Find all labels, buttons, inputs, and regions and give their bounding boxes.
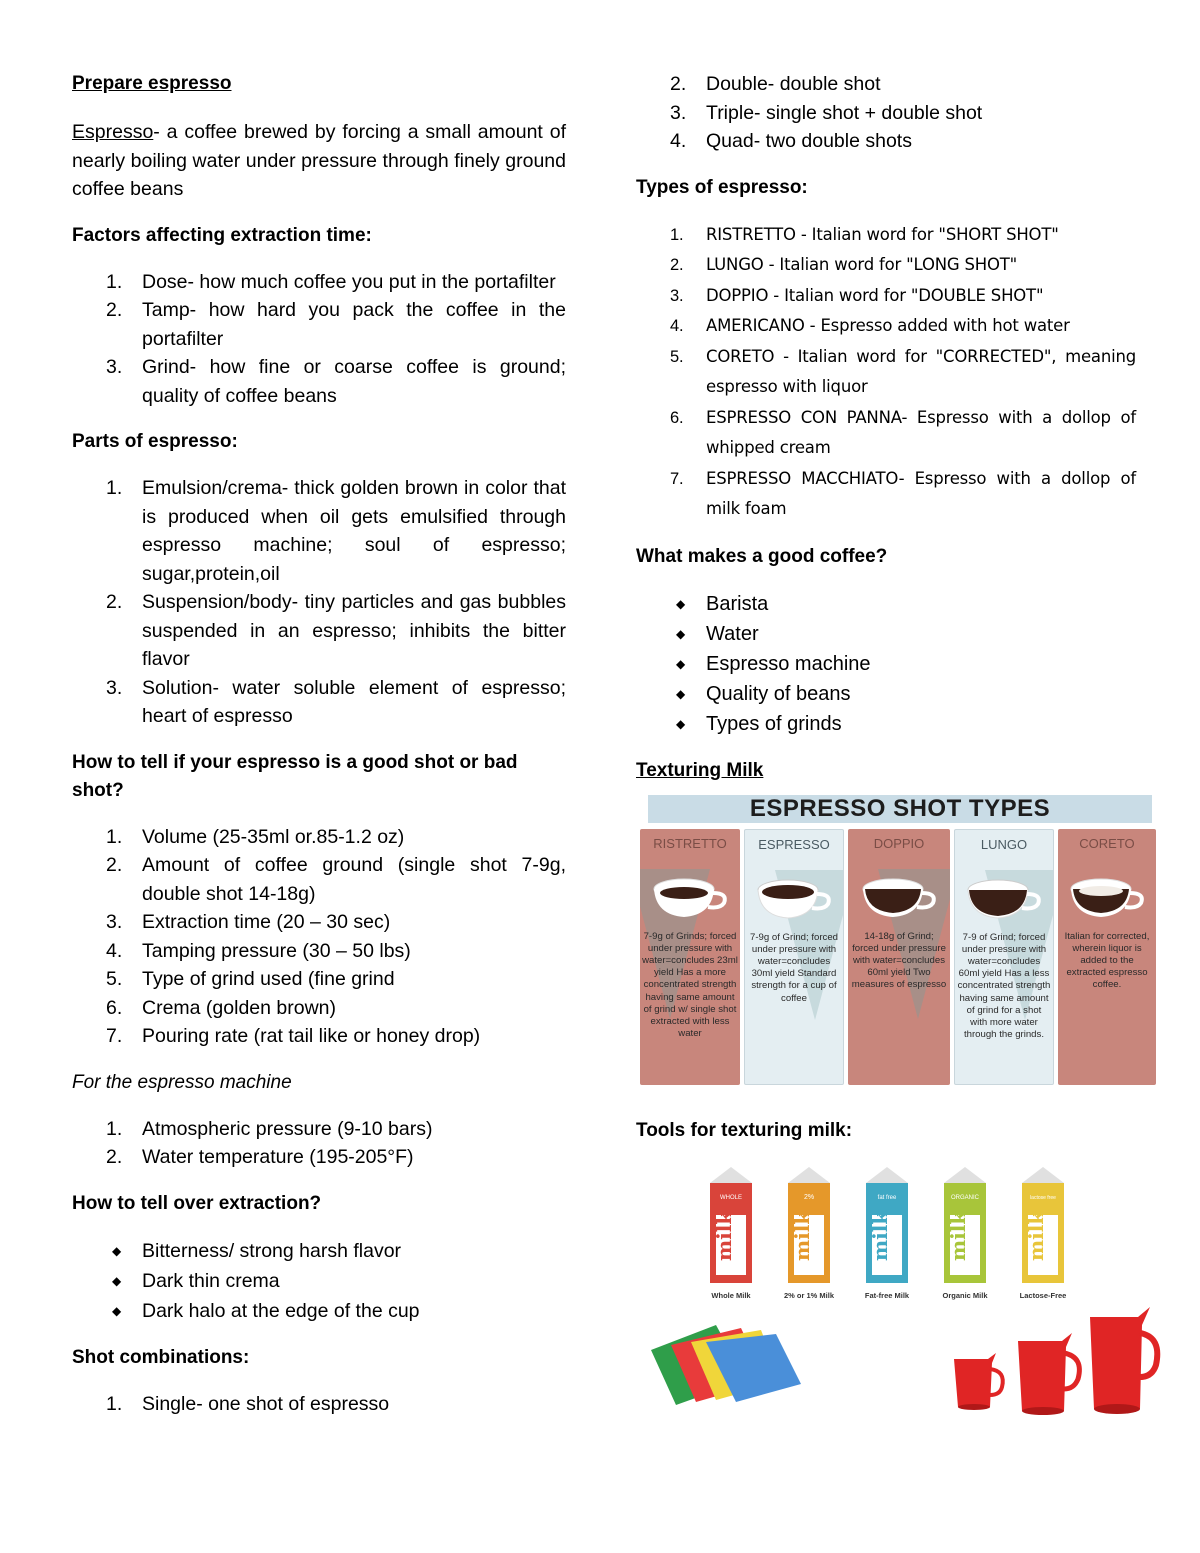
milk-carton-whole [706,1165,756,1300]
list-item: 1. Atmospheric pressure (9-10 bars) [106,1117,433,1140]
list-item: ◆ Dark thin crema [112,1269,280,1292]
machine-list [106,1115,566,1172]
infographic-title: ESPRESSO SHOT TYPES [648,795,1152,823]
shot-panel-espresso [744,829,844,1085]
shot-description: 14-18g of Grind; forced under pressure with water=concludes 60ml yield Two measures of espresso [851,930,947,991]
milk-carton-lactose-free [1018,1165,1068,1300]
good-coffee-list [670,589,1136,739]
parts-list [106,474,566,731]
svg-text:WHOLE: WHOLE [719,1194,743,1201]
left-column [72,70,566,1418]
cleaning-cloths-icon [646,1320,806,1410]
milk-pitcher-large-icon [1084,1305,1164,1415]
list-item: 7. Pouring rate (rat tail like or honey drop) [106,1025,481,1047]
over-extraction-heading: How to tell over extraction? [72,1192,322,1214]
shot-panel-ristretto [640,829,740,1085]
good-bad-list [106,823,566,1051]
definition-term: Espresso [72,121,154,143]
list-item: 6. ESPRESSO CON PANNA- Espresso with a dollop of whipped cream [670,407,1136,457]
list-item: 5. Type of grind used (fine grind [106,968,395,990]
shot-combinations-heading: Shot combinations: [72,1346,250,1368]
list-item: 1. Dose- how much coffee you put in the portafilter [106,270,556,293]
shot-name: ESPRESSO [758,836,830,852]
list-item: 3. Extraction time (20 – 30 sec) [106,911,391,933]
list-item: 4. Tamping pressure (30 – 50 lbs) [106,939,411,962]
shot-description: 7-9g of Grind; forced under pressure with water=concludes 30ml yield Standard strength for a cup of coffee [750,931,838,1004]
list-item: 1. RISTRETTO - Italian word for "SHORT SHOT" [670,224,1059,244]
shot-description: Italian for corrected, wherein liquor is added to the extracted espresso coffee. [1064,930,1150,991]
milk-carton-icon [862,1165,912,1285]
list-item: 2. Water temperature (195-205°F) [106,1146,414,1168]
list-item: 7. ESPRESSO MACCHIATO- Espresso with a dollop of milk foam [670,468,1136,518]
factors-heading: Factors affecting extraction time: [72,224,372,246]
over-extraction-list [106,1236,566,1326]
list-item: 3. Solution- water soluble element of espresso; heart of espresso [106,676,566,727]
shot-name: RISTRETTO [653,835,727,851]
svg-text:lactose free: lactose free [1030,1194,1056,1201]
list-item: 4. Quad- two double shots [670,130,912,152]
list-item: 3. Triple- single shot + double shot [670,101,983,124]
svg-text:fat free: fat free [877,1194,897,1201]
milk-carton-reduced [783,1165,835,1300]
types-list [670,220,1136,525]
milk-carton-icon [1018,1165,1068,1285]
shot-name: LUNGO [980,836,1028,852]
shot-combinations-list [106,1390,566,1419]
list-item: ◆ Water [676,622,759,645]
carton-label: Whole Milk [711,1290,751,1300]
shot-panel-coreto [1058,829,1156,1085]
coffee-cup-icon [1067,875,1147,921]
milk-pitcher-medium-icon [1012,1331,1086,1415]
list-item: 6. Crema (golden brown) [106,996,337,1019]
list-item: ◆ Bitterness/ strong harsh flavor [112,1239,402,1262]
milk-carton-icon [940,1165,990,1285]
milk-carton-organic [940,1165,990,1300]
milk-tools-image [636,1155,1156,1445]
shot-combinations-continued [670,70,1136,156]
tools-heading: Tools for texturing milk: [636,1119,853,1141]
svg-text:ORGANIC: ORGANIC [950,1194,980,1201]
list-item: 2. Amount of coffee ground (single shot 7-9g, double shot 14-18g) [106,854,566,905]
list-item: 1. Emulsion/crema- thick golden brown in color that is produced when oil gets emulsified through espresso machine; soul of espresso; sugar,protein,oil [106,477,566,585]
milk-carton-fat-free [862,1165,912,1300]
coffee-cup-icon [650,875,730,921]
list-item: 2. Double- double shot [670,73,881,95]
list-item: ◆ Types of grinds [676,712,842,735]
svg-text:milk: milk [946,1210,970,1261]
svg-text:2%: 2% [803,1193,815,1201]
list-item: 5. CORETO - Italian word for "CORRECTED", meaning espresso with liquor [670,346,1136,396]
carton-label: Organic Milk [942,1290,988,1300]
milk-carton-icon [784,1165,834,1285]
list-item: 4. AMERICANO - Espresso added with hot water [670,316,1070,335]
coffee-cup-icon [754,876,834,922]
coffee-cup-icon [859,875,939,921]
shot-panel-doppio [848,829,950,1085]
svg-text:milk: milk [1024,1210,1048,1261]
texturing-milk-heading: Texturing Milk [636,759,764,781]
list-item: 3. DOPPIO - Italian word for "DOUBLE SHOT" [670,285,1044,305]
list-item: ◆ Espresso machine [676,652,871,675]
espresso-shot-types-infographic [640,795,1156,1087]
carton-label: 2% or 1% Milk [783,1290,835,1300]
list-item: 3. Grind- how fine or coarse coffee is ground; quality of coffee beans [106,356,566,407]
factors-list [106,268,566,411]
shot-name: DOPPIO [873,835,925,851]
parts-heading: Parts of espresso: [72,431,238,452]
svg-text:milk: milk [712,1210,736,1261]
list-item: 1. Single- one shot of espresso [106,1392,390,1415]
list-item: ◆ Dark halo at the edge of the cup [112,1299,420,1322]
list-item: 2. Tamp- how hard you pack the coffee in the portafilter [106,299,566,350]
shot-panel-lungo [954,829,1054,1085]
page-title: Prepare espresso [72,73,232,94]
good-coffee-heading: What makes a good coffee? [636,545,888,567]
svg-text:milk: milk [868,1210,892,1261]
carton-label: Fat-free Milk [864,1290,910,1300]
carton-label: Lactose-Free [1019,1290,1067,1300]
espresso-definition [72,118,566,204]
good-bad-heading: How to tell if your espresso is a good shot or bad shot? [72,751,518,801]
shot-description: 7-9 of Grind; forced under pressure with water=concludes 60ml yield Has a less concentrated strength having same amount of grind for a shot with more water through the grinds. [957,931,1051,1041]
machine-heading: For the espresso machine [72,1071,292,1093]
coffee-cup-icon [964,876,1044,922]
milk-pitcher-small-icon [948,1351,1008,1411]
list-item: 2. Suspension/body- tiny particles and gas bubbles suspended in an espresso; inhibits the bitter flavor [106,591,566,670]
list-item: 1. Volume (25-35ml or.85-1.2 oz) [106,825,405,848]
shot-name: CORETO [1079,835,1135,851]
svg-text:milk: milk [790,1210,814,1261]
list-item: 2. LUNGO - Italian word for "LONG SHOT" [670,255,1018,274]
shot-description: 7-9g of Grinds; forced under pressure with water=concludes 23ml yield Has a more concentrated strength having same amount of grind w/ single shot extracted with less water [642,930,738,1040]
right-column [636,70,1150,1445]
list-item: ◆ Barista [676,592,769,615]
types-heading: Types of espresso: [636,176,808,198]
milk-carton-icon [706,1165,756,1285]
definition-text: - a coffee brewed by forcing a small amount of nearly boiling water under pressure through finely ground coffee beans [72,121,566,200]
list-item: ◆ Quality of beans [676,682,851,705]
